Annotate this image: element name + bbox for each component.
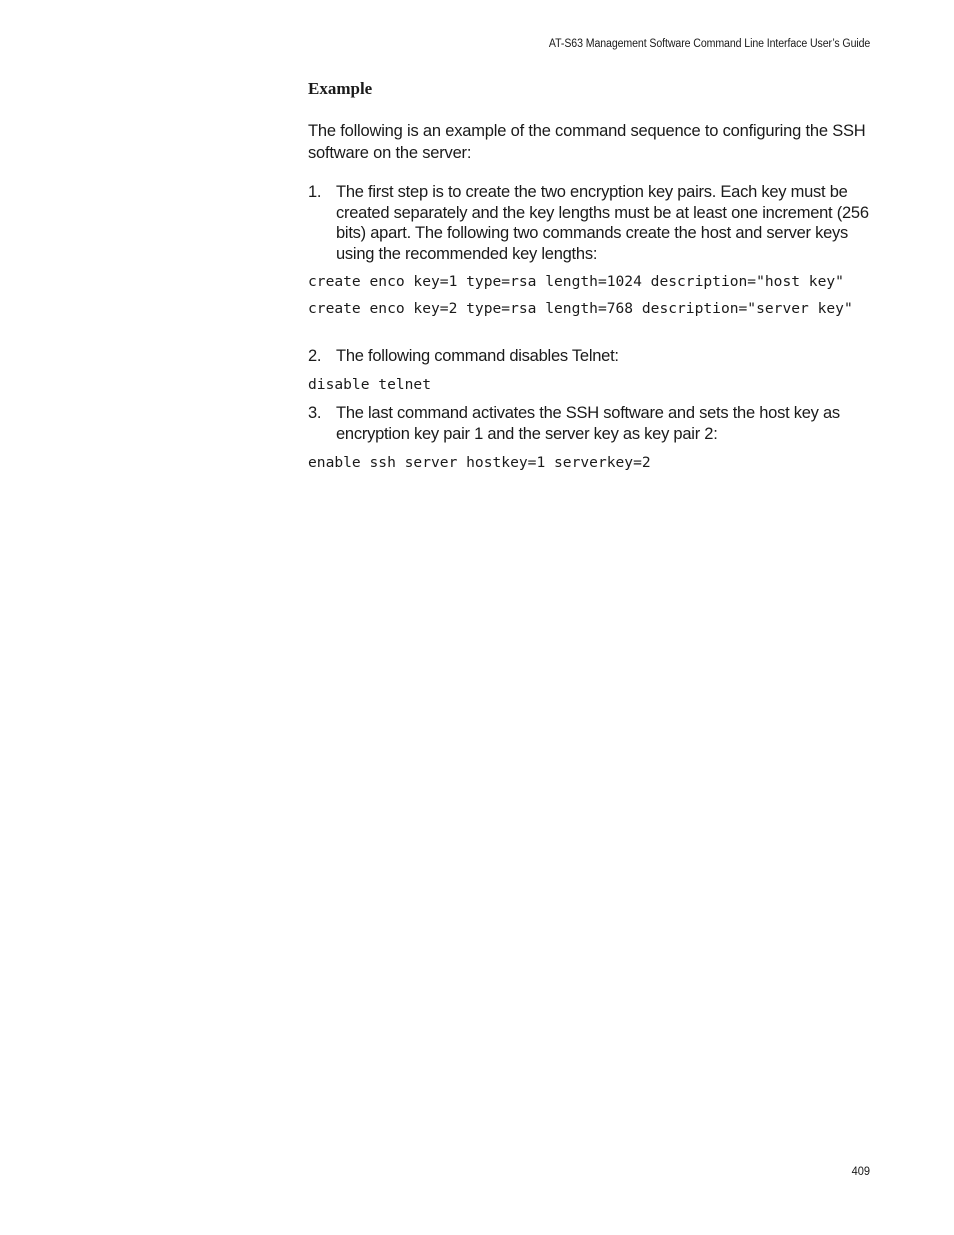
section-heading: Example [308, 79, 373, 98]
step-1-number: 1. [308, 183, 322, 201]
command-disable-telnet: disable telnet [308, 376, 432, 393]
step-3 [308, 403, 872, 444]
intro-paragraph: The following is an example of the command sequence to configuring the SSH software on the server: [308, 122, 866, 162]
step-2-text: The following command disables Telnet: [336, 347, 619, 365]
step-3-number: 3. [308, 404, 322, 422]
step-3-text: The last command activates the SSH software and sets the host key as encryption key pair 1 and the server key as key pair 2: [336, 404, 840, 443]
command-enable-ssh: enable ssh server hostkey=1 serverkey=2 [308, 454, 651, 471]
step-1 [308, 182, 872, 264]
command-create-host-key: create enco key=1 type=rsa length=1024 description="host key" [308, 273, 844, 290]
step-2 [308, 346, 872, 367]
step-2-number: 2. [308, 347, 322, 365]
running-header: AT-S63 Management Software Command Line Interface User’s Guide [548, 38, 870, 50]
page-number: 409 [851, 1164, 870, 1178]
step-1-text: The first step is to create the two encryption key pairs. Each key must be created separately and the key lengths must be at least one increment (256 bits) apart. The following two commands create the host and server keys using the recommended key lengths: [336, 183, 869, 263]
command-create-server-key: create enco key=2 type=rsa length=768 description="server key" [308, 300, 853, 317]
